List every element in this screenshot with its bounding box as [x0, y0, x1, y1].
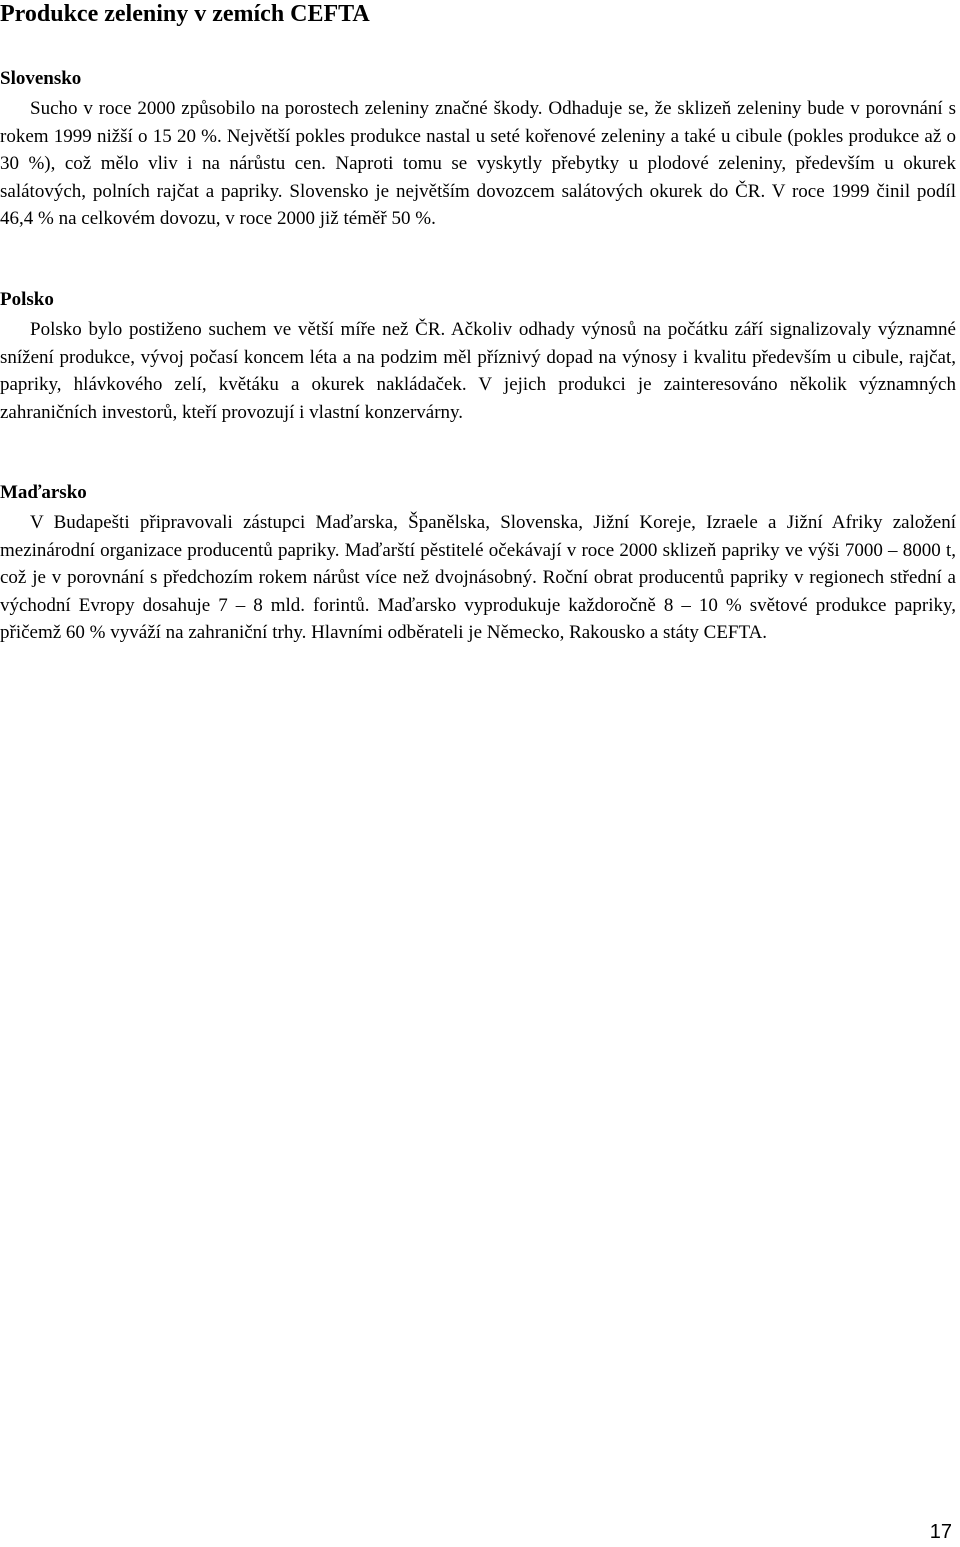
section-heading-slovensko: Slovensko: [0, 68, 82, 89]
section-paragraph-polsko: Polsko bylo postiženo suchem ve větší míře než ČR. Ačkoliv odhady výnosů na počátku září signalizovaly významné snížení produkce, vývoj počasí koncem léta a na podzim měl příznivý dopad na výnosy i kvalitu především u cibule, rajčat, papriky, hlávkového zelí, květáku a okurek nakládaček. V jejich produkci je zainteresováno několik významných zahraničních investorů, kteří provozují i vlastní konzervárny.: [0, 319, 956, 423]
section-polsko: [0, 288, 956, 426]
section-madarsko: [0, 481, 956, 647]
document-title: Produkce zeleniny v zemích CEFTA: [0, 1, 370, 27]
section-heading-madarsko: Maďarsko: [0, 482, 87, 503]
section-slovensko: [0, 67, 956, 233]
page-number: 17: [929, 1521, 952, 1543]
section-paragraph-madarsko: V Budapešti připravovali zástupci Maďarska, Španělska, Slovenska, Jižní Koreje, Izraele a Jižní Afriky založení mezinárodní organizace producentů papriky. Maďarští pěstitelé očekávají v roce 2000 sklizeň papriky ve výši 7000 – 8000 t, což je v porovnání s předchozím rokem nárůst více než dvojnásobný. Roční obrat producentů papriky v regionech střední a východní Evropy dosahuje 7 – 8 mld. forintů. Maďarsko vyprodukuje každoročně 8 – 10 % světové produkce papriky, přičemž 60 % vyváží na zahraniční trhy. Hlavními odběrateli je Německo, Rakousko a státy CEFTA.: [0, 512, 956, 643]
section-heading-polsko: Polsko: [0, 289, 54, 310]
section-paragraph-slovensko: Sucho v roce 2000 způsobilo na porostech zeleniny značné škody. Odhaduje se, že sklizeň zeleniny bude v porovnání s rokem 1999 nižší o 15 20 %. Největší pokles produkce nastal u seté kořenové zeleniny a také u cibule (pokles produkce až o 30 %), což mělo vliv i na nárůstu cen. Naproti tomu se vyskytly přebytky u plodové zeleniny, především u okurek salátových, polních rajčat a papriky. Slovensko je největším dovozcem salátových okurek do ČR. V roce 1999 činil podíl 46,4 % na celkovém dovozu, v roce 2000 již téměř 50 %.: [0, 98, 956, 229]
